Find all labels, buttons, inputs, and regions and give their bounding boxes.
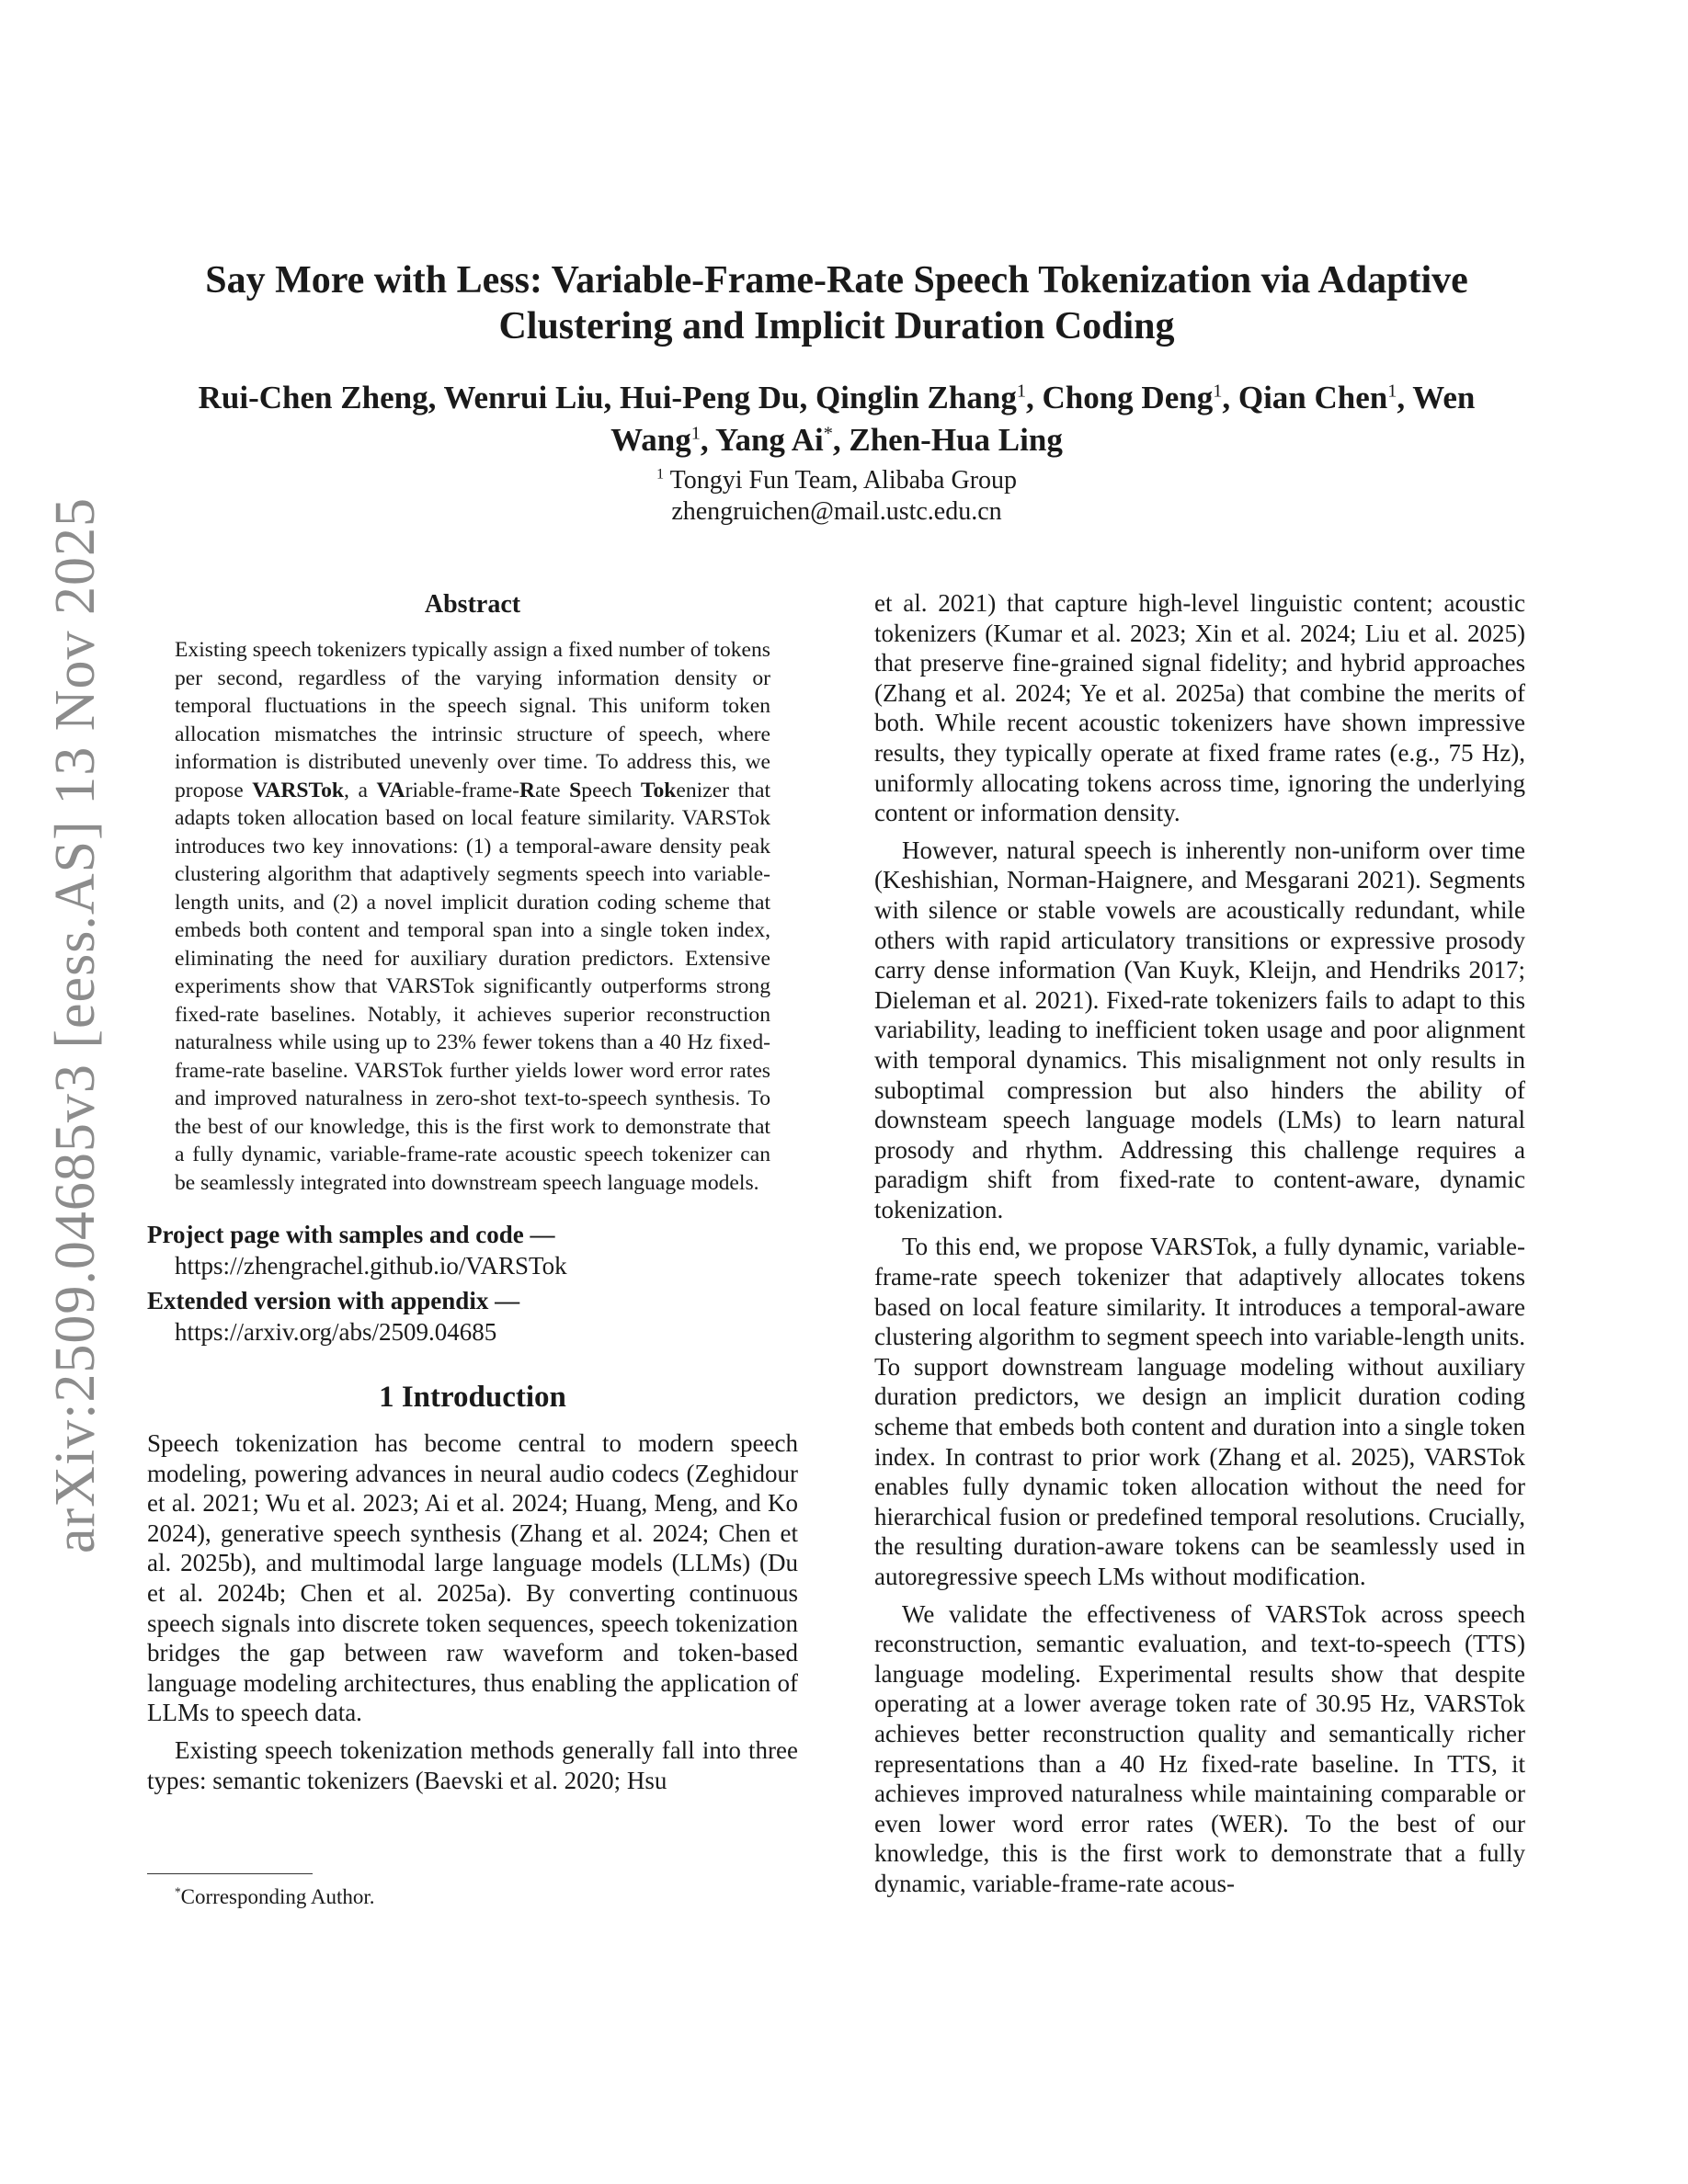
affiliation-block: [147, 465, 1526, 528]
intro-paragraph-2-continued: et al. 2021) that capture high-level linguistic content; acoustic tokenizers (Kumar et al. 2023; Xin et al. 2024; Liu et al. 2025) that preserve fine-grained signal fidelity; and hybrid approaches (Zhang et al. 2024; Ye et al. 2025a) that combine the merits of both. While recent acoustic tokenizers have shown impressive results, they typically operate at fixed frame rates (e.g., 75 Hz), uniformly allocating tokens across time, ignoring the underlying content or information density.: [874, 589, 1525, 827]
author-names-2: , Chong Deng: [1025, 380, 1214, 415]
affil-mark: 1: [690, 423, 701, 444]
arxiv-identifier: arXiv:2509.04685v3 [eess.AS] 13 Nov 2025: [44, 496, 107, 1553]
footnote-divider: [147, 1873, 313, 1874]
affil-mark: 1: [656, 465, 665, 483]
intro-paragraph-3: However, natural speech is inherently non-uniform over time (Keshishian, Norman-Haignere, and Mesgarani 2021). Segments with silence or stable vowels are acoustically redundant, while others with rapid articulatory transitions or expressive prosody carry dense information (Van Kuyk, Kleijn, and Hendriks 2017; Dieleman et al. 2021). Fixed-rate tokenizers fails to adapt to this variability, leading to inefficient token usage and poor alignment with temporal dynamics. This misalignment not only results in suboptimal compression but also hinders the ability of downsteam speech language models (LMs) to learn natural prosody and rhythm. Addressing this challenge requires a paradigm shift from fixed-rate to content-aware, dynamic tokenization.: [874, 836, 1525, 1223]
extended-version-link: [147, 1285, 798, 1348]
footnote: [175, 1884, 375, 1910]
author-line-2: [147, 419, 1526, 461]
author-email: zhengruichen@mail.ustc.edu.cn: [671, 497, 1002, 526]
affiliation-team: $^1$ Tongyi Fun Team, Alibaba Group: [656, 465, 1018, 495]
author-line-1: [147, 377, 1526, 419]
left-column: [147, 588, 798, 1795]
affil-mark: 1: [1016, 381, 1026, 402]
author-names-1: Rui-Chen Zheng, Wenrui Liu, Hui-Peng Du, Qinglin Zhang: [198, 380, 1017, 415]
intro-paragraph-2: Existing speech tokenization methods generally fall into three types: semantic tokenizers (Baevski et al. 2020; Hsu: [147, 1735, 798, 1794]
title-line-1: Say More with Less: Variable-Frame-Rate Speech Tokenization via Adaptive: [205, 259, 1468, 301]
link-label: Project page with samples and code —: [147, 1221, 555, 1248]
title-line-2: Clustering and Implicit Duration Coding: [498, 305, 1175, 347]
author-names-4: , Wen: [1397, 380, 1476, 415]
intro-paragraph-4: To this end, we propose VARSTok, a fully dynamic, variable-frame-rate speech tokenizer that adaptively allocates tokens based on local feature similarity. It introduces a temporal-aware clustering algorithm to segment speech into variable-length units. To support downstream language modeling without auxiliary duration predictors, we design an implicit duration coding scheme that embeds both content and duration into a single token index. In contrast to prior work (Zhang et al. 2025), VARSTok enables fully dynamic token allocation without the need for hierarchical fusion or predefined temporal resolutions. Crucially, the resulting duration-aware tokens can be seamlessly used in autoregressive speech LMs without modification.: [874, 1233, 1525, 1590]
footnote-mark: *: [175, 1884, 181, 1899]
affil-mark: 1: [1387, 381, 1397, 402]
link-label: Extended version with appendix —: [147, 1287, 520, 1314]
right-column: [874, 588, 1525, 1899]
link-url[interactable]: https://arxiv.org/abs/2509.04685: [175, 1318, 497, 1346]
project-page-link: [147, 1219, 798, 1281]
author-list: [147, 377, 1526, 461]
footnote-text: Corresponding Author.: [180, 1885, 375, 1908]
links-block: [147, 1219, 798, 1348]
introduction-heading: 1 Introduction: [379, 1381, 566, 1414]
abstract-text: Existing speech tokenizers typically assign a fixed number of tokens per second, regardless of the varying information density or temporal fluctuations in the speech signal. This uniform token allocation mismatches the intrinsic structure of speech, where information is distributed unevenly over time. To address this, we propose VARSTok, a VAriable-frame-Rate Speech Tokenizer that adapts token allocation based on local feature similarity. VARSTok introduces two key innovations: (1) a temporal-aware density peak clustering algorithm that adaptively segments speech into variable-length units, and (2) a novel implicit duration coding scheme that embeds both content and temporal span into a single token index, eliminating the need for auxiliary duration predictors. Extensive experiments show that VARSTok significantly outperforms strong fixed-rate baselines. Notably, it achieves superior reconstruction naturalness while using up to 23% fewer tokens than a 40 Hz fixed-frame-rate baseline. VARSTok further yields lower word error rates and improved naturalness in zero-shot text-to-speech synthesis. To the best of our knowledge, this is the first work to demonstrate that a fully dynamic, variable-frame-rate acoustic speech tokenizer can be seamlessly integrated into downstream speech language models.: [175, 638, 770, 1195]
corresponding-mark: *: [823, 423, 833, 444]
intro-paragraph-5: We validate the effectiveness of VARSTok across speech reconstruction, semantic evaluation, and text-to-speech (TTS) language modeling. Experimental results show that despite operating at a lower average token rate of 30.95 Hz, VARSTok achieves better reconstruction quality and semantically richer representations than a 40 Hz fixed-rate baseline. In TTS, it achieves improved naturalness while maintaining comparable or even lower word error rates (WER). To the best of our knowledge, this is the first work to demonstrate that a fully dynamic, variable-frame-rate acous-: [874, 1599, 1525, 1897]
affil-mark: 1: [1213, 381, 1223, 402]
method-name: VARSTok: [252, 778, 344, 802]
author-names-6: , Yang Ai: [700, 422, 824, 458]
author-names-7: , Zhen-Hua Ling: [832, 422, 1063, 458]
link-url[interactable]: https://zhengrachel.github.io/VARSTok: [175, 1252, 567, 1280]
intro-paragraph-1: Speech tokenization has become central to modern speech modeling, powering advances in neural audio codecs (Zeghidour et al. 2021; Wu et al. 2023; Ai et al. 2024; Huang, Meng, and Ko 2024), generative speech synthesis (Zhang et al. 2024; Chen et al. 2025b), and multimodal large language models (LLMs) (Du et al. 2024b; Chen et al. 2025a). By converting continuous speech signals into discrete token sequences, speech tokenization bridges the gap between raw waveform and token-based language modeling architectures, thus enabling the application of LLMs to speech data.: [147, 1429, 798, 1727]
paper-title: [147, 257, 1526, 349]
author-names-5: Wang: [610, 422, 691, 458]
abstract-heading: Abstract: [424, 590, 521, 619]
author-names-3: , Qian Chen: [1222, 380, 1388, 415]
